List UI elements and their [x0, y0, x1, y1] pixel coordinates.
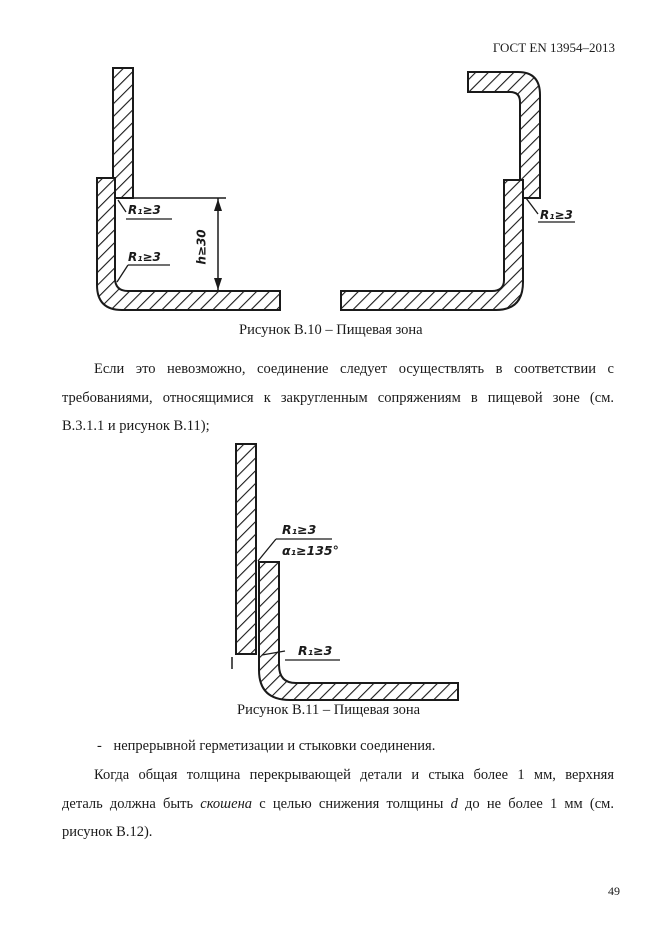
paragraph-2-line-2: [62, 790, 614, 819]
paragraph-1-line-2: требованиями, относящимися к закругленным сопряжениям в пищевой зоне (см.: [62, 389, 614, 406]
b11-alpha-label: α₁≥135°: [282, 543, 339, 558]
b10-height-label: h≥30: [194, 229, 209, 265]
figure-b11-caption: Рисунок В.11 – Пищевая зона: [237, 702, 421, 718]
p2-text-a: деталь должна быть: [62, 795, 201, 812]
vertical-plate: [236, 444, 256, 654]
b10-left-r-lower-label: R₁≥3: [128, 250, 161, 264]
paragraph-1-line-3: В.3.1.1 и рисунок В.11);: [62, 418, 210, 434]
p2-variable-d: d: [450, 795, 458, 812]
paragraph-2: [62, 761, 614, 847]
bullet-dash: -: [97, 738, 102, 754]
bullet-item: [97, 738, 435, 755]
page-number: 49: [608, 884, 620, 898]
figure-b10-caption: Рисунок В.10 – Пищевая зона: [239, 322, 423, 338]
p2-text-b: с целью снижения толщины: [252, 795, 451, 812]
paragraph-2-line-3: рисунок В.12).: [62, 824, 153, 840]
b10-left-r-upper-label: R₁≥3: [128, 203, 161, 217]
page-header: ГОСТ EN 13954–2013: [492, 40, 615, 55]
b11-r-upper-label: R₁≥3: [282, 522, 317, 537]
paragraph-2-line-1: Когда общая толщина перекрывающей детали и стыка более 1 мм, верхняя: [94, 767, 614, 783]
paragraph-1-line-1: Если это невозможно, соединение следует осуществлять в соответствии с: [94, 361, 614, 377]
p2-italic-term: скошена: [200, 795, 253, 812]
b10-right-r-label: R₁≥3: [540, 208, 573, 222]
lower-plate: [259, 562, 458, 700]
p2-text-c: до не более 1 мм (см.: [457, 795, 614, 812]
b11-r-lower-label: R₁≥3: [298, 643, 333, 658]
bullet-text: непрерывной герметизации и стыковки соединения.: [113, 738, 436, 754]
